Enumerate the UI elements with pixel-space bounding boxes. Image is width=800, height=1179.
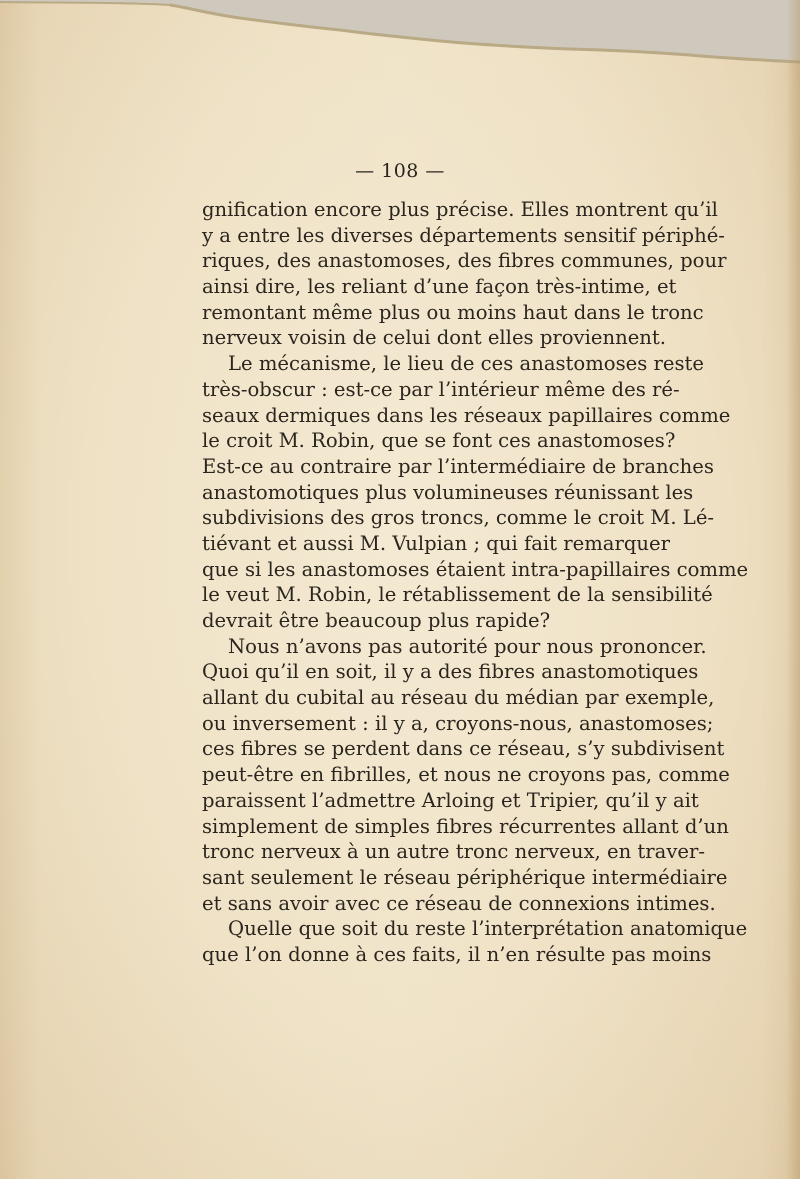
text-line: y a entre les diverses départements sensitif périphé- <box>202 223 725 247</box>
text-line: Est-ce au contraire par l’intermédiaire de branches <box>202 454 714 478</box>
text-line: que l’on donne à ces faits, il n’en résulte pas moins <box>202 942 712 966</box>
text-line: Nous n’avons pas autorité pour nous prononcer. <box>228 634 707 658</box>
page-number: — 108 — <box>355 160 445 182</box>
text-line: le veut M. Robin, le rétablissement de la sensibilité <box>202 583 713 607</box>
text-line: et sans avoir avec ce réseau de connexions intimes. <box>202 891 716 915</box>
text-line: anastomotiques plus volumineuses réunissant les <box>202 480 694 504</box>
text-line: très-obscur : est-ce par l’intérieur même des ré- <box>202 377 680 401</box>
text-line: paraissent l’admettre Arloing et Tripier, qu’il y ait <box>202 788 699 812</box>
text-line: peut-être en fibrilles, et nous ne croyons pas, comme <box>202 763 730 787</box>
text-line: tronc nerveux à un autre tronc nerveux, en traver- <box>202 840 705 864</box>
text-line: simplement de simples fibres récurrentes allant d’un <box>202 814 729 838</box>
text-line: tiévant et aussi M. Vulpian ; qui fait remarquer <box>202 531 670 555</box>
text-line: subdivisions des gros troncs, comme le croit M. Lé- <box>202 506 715 530</box>
text-line: devrait être beaucoup plus rapide? <box>202 609 551 632</box>
text-line: le croit M. Robin, que se font ces anastomoses? <box>202 429 676 453</box>
text-line: ainsi dire, les reliant d’une façon très-intime, et <box>202 275 677 299</box>
text-line: riques, des anastomoses, des fibres communes, pour <box>202 249 727 273</box>
text-line: nerveux voisin de celui dont elles proviennent. <box>202 326 667 350</box>
text-line: ou inversement : il y a, croyons-nous, anastomoses; <box>202 711 714 735</box>
text-line: gnification encore plus précise. Elles montrent qu’il <box>202 198 718 221</box>
text-line: remontant même plus ou moins haut dans le tronc <box>202 300 704 324</box>
text-line: Quelle que soit du reste l’interprétation anatomique <box>228 917 748 941</box>
text-line: Quoi qu’il en soit, il y a des fibres anastomotiques <box>202 660 699 684</box>
text-line: ces fibres se perdent dans ce réseau, s’y subdivisent <box>202 737 725 761</box>
torn-top-edge <box>0 0 800 70</box>
text-line: seaux dermiques dans les réseaux papillaires comme <box>202 403 731 427</box>
text-line: que si les anastomoses étaient intra-papillaires comme <box>202 557 749 581</box>
text-line: allant du cubital au réseau du médian par exemple, <box>202 686 715 710</box>
body-text <box>202 197 749 968</box>
text-line: sant seulement le réseau périphérique intermédiaire <box>202 865 728 889</box>
text-line: Le mécanisme, le lieu de ces anastomoses reste <box>228 352 705 376</box>
